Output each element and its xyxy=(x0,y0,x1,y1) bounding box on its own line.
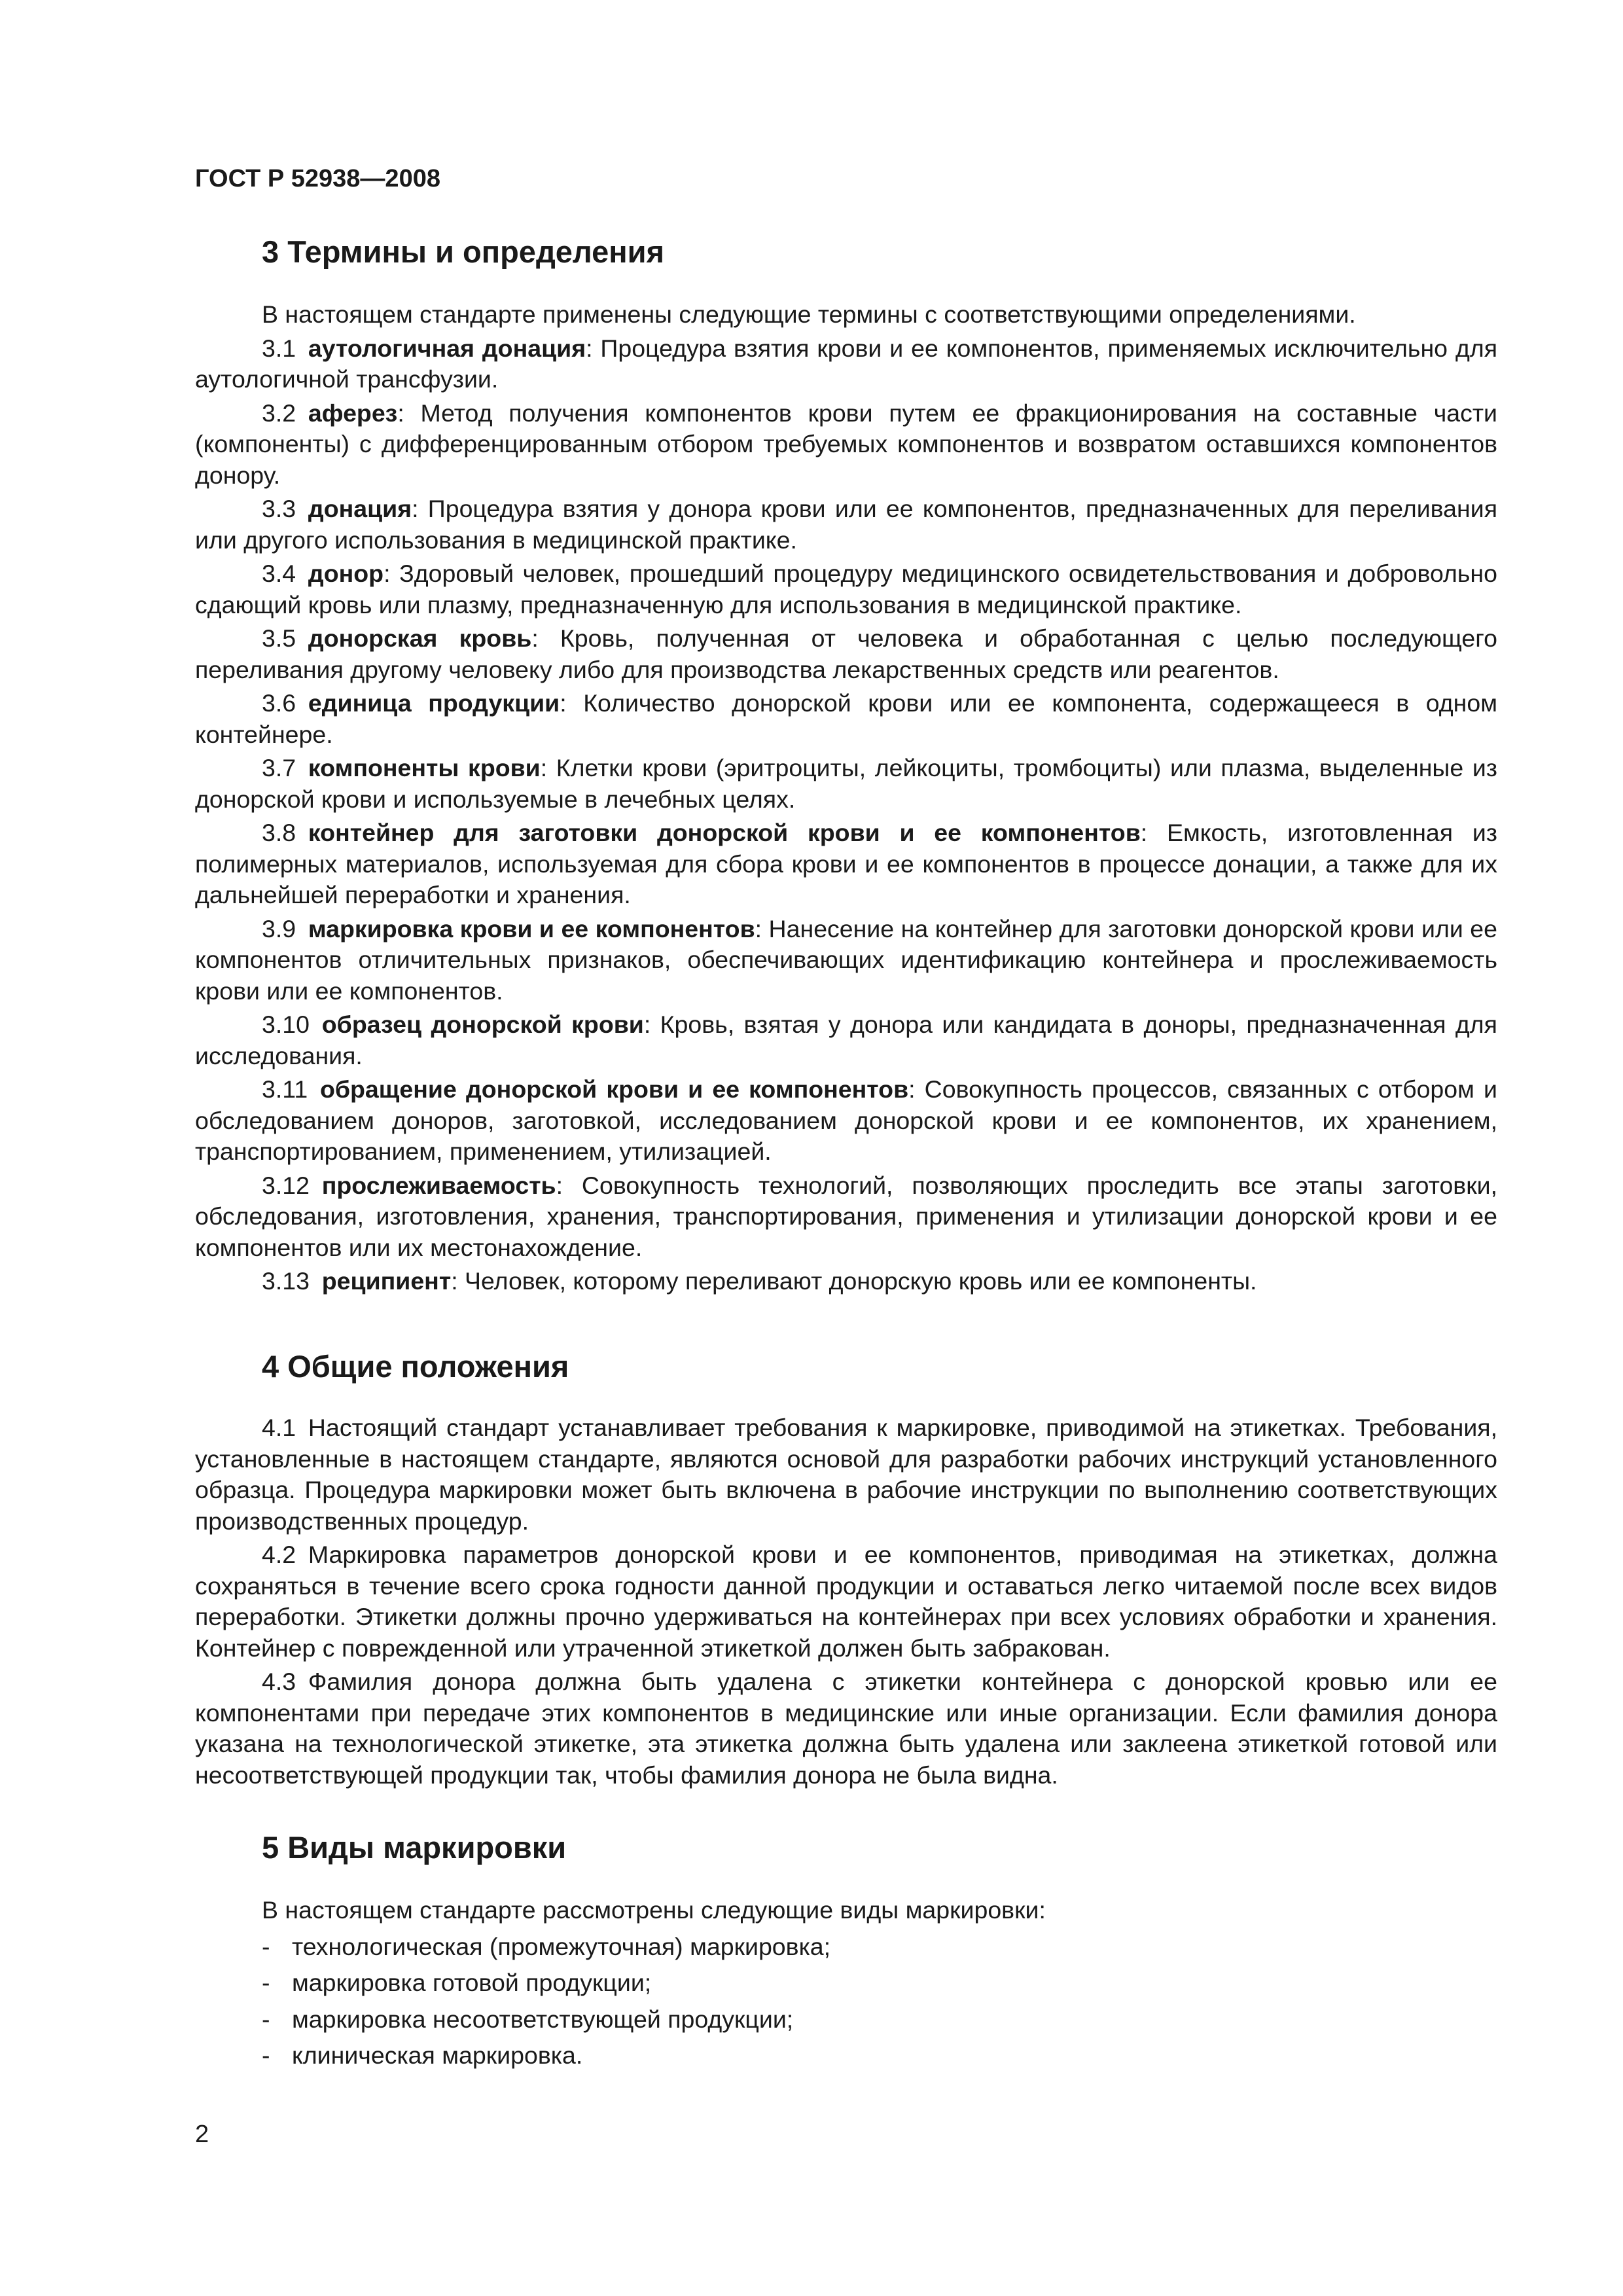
general-provisions-list xyxy=(195,1412,1497,1791)
list-item xyxy=(195,1967,1497,1999)
definition-term: донорская кровь xyxy=(308,624,532,652)
section-4-body xyxy=(195,1412,1497,1793)
definition-text: : Нанесение на контейнер для заготовки донорской крови или ее компонентов отличительных признаков, обеспечивающих идентификацию контейнера и прослеживаемость крови или ее компонентов. xyxy=(195,914,1497,1005)
list-bullet-dash: - xyxy=(262,1969,270,1996)
definition-text: : Совокупность технологий, позволяющих проследить все этапы заготовки, обследования, изготовления, хранения, транспортирования, применения и утилизации донорской крови и ее компонентов или их местонахождение. xyxy=(195,1171,1497,1261)
definition-term: контейнер для заготовки донорской крови и ее компонентов xyxy=(308,819,1141,846)
list-item-text: маркировка готовой продукции; xyxy=(292,1969,652,1996)
definition-item xyxy=(195,493,1497,556)
definition-number: 3.1 xyxy=(262,334,296,362)
list-bullet-dash: - xyxy=(262,2041,270,2069)
definition-text: : Метод получения компонентов крови путем ее фракционирования на составные части (компоненты) с дифференцированным отбором требуемых компонентов и возвратом оставшихся компонентов донору. xyxy=(195,399,1497,489)
section-5-intro: В настоящем стандарте рассмотрены следующие виды маркировки: xyxy=(262,1896,1046,1924)
provision-number: 4.2 xyxy=(262,1541,296,1568)
definition-term: маркировка крови и ее компонентов xyxy=(308,914,755,942)
definition-number: 3.7 xyxy=(262,754,296,781)
section-5-body xyxy=(195,1895,1497,2077)
definition-term: аутологичная донация xyxy=(308,334,586,362)
list-bullet-dash: - xyxy=(262,1932,270,1960)
provision-text: Фамилия донора должна быть удалена с этикетки контейнера с донорской кровью или ее компонентами при передаче этих компонентов в медицинские или иные организации. Если фамилия донора указана на технологической этикетке, эта этикетка должна быть удалена или заклеена этикеткой готовой или несоответствующей продукции так, чтобы фамилия донора не была видна. xyxy=(195,1668,1497,1789)
definition-item xyxy=(195,333,1497,395)
definition-item xyxy=(195,1074,1497,1168)
definition-number: 3.10 xyxy=(262,1011,310,1038)
list-bullet-dash: - xyxy=(262,2005,270,2033)
definition-item xyxy=(195,1009,1497,1071)
section-4-title: 4 Общие положения xyxy=(262,1349,569,1384)
definition-item xyxy=(195,1266,1497,1297)
definition-item xyxy=(195,753,1497,815)
definition-number: 3.11 xyxy=(262,1075,308,1103)
section-5-title: 5 Виды маркировки xyxy=(262,1830,567,1865)
definition-text: : Здоровый человек, прошедший процедуру медицинского освидетельствования и добровольно сдающий кровь или плазму, предназначенную для использования в медицинской практике. xyxy=(195,560,1497,619)
document-header-code: ГОСТ Р 52938—2008 xyxy=(195,165,440,192)
definition-text: : Кровь, взятая у донора или кандидата в доноры, предназначенная для исследования. xyxy=(195,1011,1497,1069)
definition-number: 3.5 xyxy=(262,624,296,652)
provision-paragraph xyxy=(195,1412,1497,1537)
definition-item xyxy=(195,398,1497,492)
definition-item xyxy=(195,688,1497,750)
provision-text: Маркировка параметров донорской крови и ее компонентов, приводимая на этикетках, должна сохраняться в течение всего срока годности данной продукции и оставаться легко читаемой после всех видов переработки. Этикетки должны прочно удерживаться на контейнерах при всех условиях обработки и хранения. Контейнер с поврежденной или утраченной этикеткой должен быть забракован. xyxy=(195,1541,1497,1662)
definition-number: 3.2 xyxy=(262,399,296,427)
section-3-title: 3 Термины и определения xyxy=(262,234,664,269)
definition-text: : Кровь, полученная от человека и обработанная с целью последующего переливания другому человеку либо для производства лекарственных средств или реагентов. xyxy=(195,624,1497,683)
definition-number: 3.6 xyxy=(262,689,296,717)
provision-paragraph xyxy=(195,1539,1497,1664)
page-number: 2 xyxy=(195,2121,209,2148)
section-3-body xyxy=(195,299,1497,1300)
definition-term: компоненты крови xyxy=(308,754,541,781)
definition-term: образец донорской крови xyxy=(321,1011,644,1038)
definition-item xyxy=(195,914,1497,1007)
definition-number: 3.13 xyxy=(262,1267,310,1295)
definition-text: : Совокупность процессов, связанных с отбором и обследованием доноров, заготовкой, исследованием донорской крови и ее компонентов, их хранением, транспортированием, применением, утилизацией. xyxy=(195,1075,1497,1165)
definition-term: реципиент xyxy=(321,1267,452,1295)
list-item-text: технологическая (промежуточная) маркировка; xyxy=(292,1932,831,1960)
definition-number: 3.8 xyxy=(262,819,296,846)
definition-item xyxy=(195,558,1497,620)
definition-term: прослеживаемость xyxy=(321,1171,556,1199)
list-item xyxy=(195,1931,1497,1963)
definition-term: донор xyxy=(308,560,384,587)
definition-text: : Количество донорской крови или ее компонента, содержащееся в одном контейнере. xyxy=(195,689,1497,748)
definition-term: донация xyxy=(308,495,412,522)
marking-types-list xyxy=(195,1931,1497,2072)
definition-item xyxy=(195,1170,1497,1264)
definition-text: : Клетки крови (эритроциты, лейкоциты, тромбоциты) или плазма, выделенные из донорской крови и используемые в лечебных целях. xyxy=(195,754,1497,813)
list-item xyxy=(195,2004,1497,2036)
definition-text: : Процедура взятия у донора крови или ее компонентов, предназначенных для переливания или другого использования в медицинской практике. xyxy=(195,495,1497,554)
definition-text: : Емкость, изготовленная из полимерных материалов, используемая для сбора крови и ее компонентов в процессе донации, а также для их дальнейшей переработки и хранения. xyxy=(195,819,1497,908)
list-item xyxy=(195,2040,1497,2072)
definition-term: обращение донорской крови и ее компонентов xyxy=(319,1075,909,1103)
definition-text: : Человек, которому переливают донорскую кровь или ее компоненты. xyxy=(451,1267,1257,1295)
definition-text: : Процедура взятия крови и ее компонентов, применяемых исключительно для аутологичной трансфузии. xyxy=(195,334,1498,393)
provision-number: 4.3 xyxy=(262,1668,296,1695)
provision-text: Настоящий стандарт устанавливает требования к маркировке, приводимой на этикетках. Требования, установленные в настоящем стандарте, являются основой для разработки рабочих инструкций установленного образца. Процедура маркировки может быть включена в рабочие инструкции по выполнению соответствующих производственных процедур. xyxy=(195,1414,1497,1535)
definition-term: единица продукции xyxy=(308,689,560,717)
provision-number: 4.1 xyxy=(262,1414,296,1441)
definitions-list xyxy=(195,333,1497,1297)
list-item-text: маркировка несоответствующей продукции; xyxy=(292,2005,794,2033)
provision-paragraph xyxy=(195,1666,1497,1791)
definition-item xyxy=(195,623,1497,685)
list-item-text: клиническая маркировка. xyxy=(292,2041,583,2069)
definition-item xyxy=(195,817,1497,911)
definition-number: 3.4 xyxy=(262,560,296,587)
section-3-intro: В настоящем стандарте применены следующие термины с соответствующими определениями. xyxy=(262,300,1356,328)
definition-term: аферез xyxy=(308,399,398,427)
definition-number: 3.9 xyxy=(262,914,296,942)
definition-number: 3.12 xyxy=(262,1171,310,1199)
definition-number: 3.3 xyxy=(262,495,296,522)
